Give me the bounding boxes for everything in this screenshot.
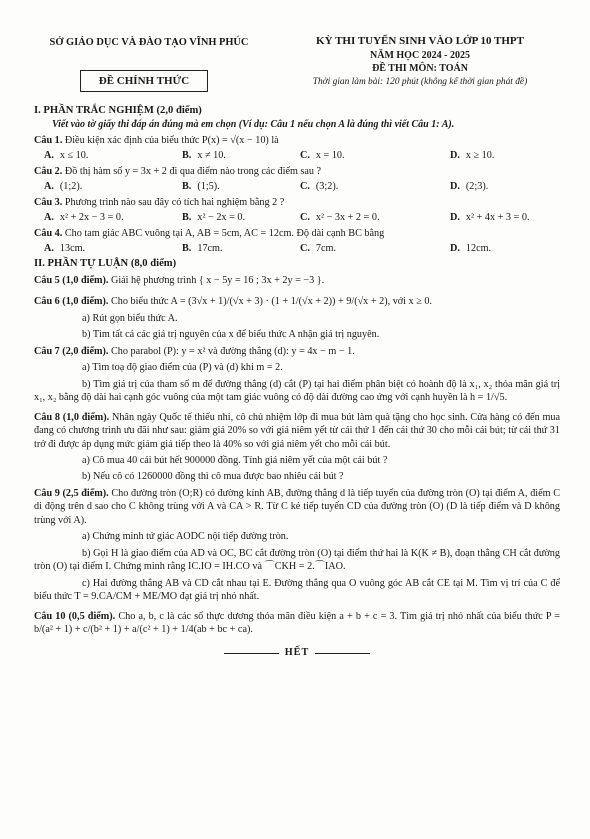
- option-text: x² + 2x − 3 = 0.: [59, 211, 124, 223]
- option-text: x ≥ 10.: [465, 149, 495, 161]
- question-7-part-b: b) Tìm giá trị của tham số m để đường thẳng (d) cắt (P) tại hai điểm phân biệt có hoành độ là x₁, x₂ thỏa mãn giá trị x₁, x₂ bằng độ dài hai cạnh góc vuông của một tam giác vuông có độ dài đường cao ứng với cạnh huyền là h = 1/√5.: [34, 378, 560, 404]
- department-name: SỞ GIÁO DỤC VÀ ĐÀO TẠO VĨNH PHÚC: [49, 37, 249, 48]
- end-line-left: [224, 653, 279, 654]
- option-text: (1;2).: [59, 180, 83, 192]
- option-text: 7cm.: [315, 242, 336, 254]
- option-letter: B.: [182, 149, 192, 161]
- option-text: x² − 3x + 2 = 0.: [315, 211, 380, 223]
- option-text: x² + 4x + 3 = 0.: [465, 211, 530, 223]
- question-10: [34, 610, 560, 637]
- option-letter: D.: [450, 149, 460, 161]
- option-a: [44, 211, 182, 224]
- question-label: Câu 7 (2,0 điểm).: [34, 345, 109, 357]
- option-b: [182, 149, 300, 162]
- question-text: Nhân ngày Quốc tế thiếu nhi, cô chủ nhiệm lớp đi mua bút làm quà tặng cho học sinh. Cửa hàng có đến mua đang có chương trình ưu đãi như sau: giảm giá 20% so với giá niêm yết từ cái thứ 1 đến cái thứ 30 cho mỗi cái bút; từ cái thứ 31 trở đi được áp dụng mức giảm giá tiếp theo là 40% so với giá niêm yết cho mỗi cái bút.: [34, 411, 560, 450]
- question-9-part-c: c) Hai đường thẳng AB và CD cắt nhau tại E. Đường thẳng qua O vuông góc AB cắt CE tại M. Tìm vị trí của C để biểu thức T = 9.CA/CM + ME/MO đạt giá trị nhỏ nhất.: [34, 577, 560, 603]
- option-text: x = 10.: [315, 149, 345, 161]
- mcq-question-1: [34, 134, 560, 147]
- header-right: [280, 34, 560, 92]
- option-c: [300, 242, 450, 255]
- option-d: [450, 180, 560, 193]
- multiple-choice-list: [34, 134, 560, 255]
- option-letter: A.: [44, 211, 54, 223]
- option-letter: D.: [450, 211, 460, 223]
- question-label: Câu 3.: [34, 197, 63, 209]
- option-a: [44, 242, 182, 255]
- part2-title: II. PHẦN TỰ LUẬN (8,0 điểm): [34, 258, 177, 270]
- question-label: Câu 9 (2,5 điểm).: [34, 487, 109, 499]
- question-label: Câu 2.: [34, 166, 63, 178]
- school-year: NĂM HỌC 2024 - 2025: [370, 49, 470, 61]
- option-text: x² − 2x = 0.: [197, 211, 245, 223]
- option-c: [300, 180, 450, 193]
- option-text: 12cm.: [465, 242, 492, 254]
- question-label: Câu 6 (1,0 điểm).: [34, 296, 109, 308]
- question-7: [34, 345, 560, 358]
- mcq-question-3: [34, 196, 560, 209]
- question-label: Câu 8 (1,0 điểm).: [34, 411, 110, 423]
- question-label: Câu 5 (1,0 điểm).: [34, 275, 109, 286]
- question-text: Giải hệ phương trình { x − 5y = 16 ; 3x + 2y = −3 }.: [110, 275, 325, 286]
- option-b: [182, 242, 300, 255]
- option-c: [300, 211, 450, 224]
- option-text: (3;2).: [315, 180, 339, 192]
- end-text: HẾT: [284, 647, 310, 659]
- option-text: 13cm.: [59, 242, 86, 254]
- option-letter: B.: [182, 180, 192, 192]
- exam-subject: ĐỀ THI MÔN: TOÁN: [372, 62, 468, 74]
- question-label: Câu 4.: [34, 228, 63, 240]
- time-note: Thời gian làm bài: 120 phút (không kể thời gian phát đề): [312, 76, 528, 87]
- option-letter: D.: [450, 242, 460, 254]
- end-line-right: [315, 653, 370, 654]
- mcq-options: [34, 180, 560, 193]
- option-text: (1;5).: [197, 180, 220, 192]
- option-letter: C.: [300, 180, 310, 192]
- question-text: Đồ thị hàm số y = 3x + 2 đi qua điểm nào trong các điểm sau ?: [64, 166, 322, 178]
- question-6: [34, 295, 560, 308]
- question-text: Cho biểu thức A = (3√x + 1)/(√x + 3) · (1 + 1/(√x + 2)) + 9/(√x + 2), với x ≥ 0.: [110, 296, 432, 308]
- question-8-part-b: b) Nếu cô có 1260000 đồng thì cô mua được bao nhiêu cái bút ?: [82, 471, 344, 483]
- question-9-part-a: a) Chứng minh tứ giác AODC nội tiếp đường tròn.: [82, 531, 289, 543]
- option-letter: B.: [182, 242, 192, 254]
- option-text: (2;3).: [465, 180, 489, 192]
- option-d: [450, 149, 560, 162]
- question-6-part-b: b) Tìm tất cả các giá trị nguyên của x để biểu thức A nhận giá trị nguyên.: [82, 329, 380, 341]
- header-left: [34, 34, 264, 92]
- option-d: [450, 211, 560, 224]
- official-label: ĐỀ CHÍNH THỨC: [80, 70, 208, 93]
- mcq-question-4: [34, 227, 560, 240]
- question-8-part-a: a) Cô mua 40 cái bút hết 900000 đồng. Tính giá niêm yết của một cái bút ?: [82, 454, 388, 466]
- option-d: [450, 242, 560, 255]
- option-letter: A.: [44, 180, 54, 192]
- question-text: Phương trình nào sau đây có tích hai nghiệm bằng 2 ?: [64, 197, 285, 209]
- option-a: [44, 149, 182, 162]
- option-c: [300, 149, 450, 162]
- option-b: [182, 211, 300, 224]
- question-7-part-a: a) Tìm toạ độ giao điểm của (P) và (d) khi m = 2.: [82, 362, 283, 374]
- option-letter: B.: [182, 211, 192, 223]
- question-6-part-a: a) Rút gọn biểu thức A.: [82, 312, 178, 324]
- option-b: [182, 180, 300, 193]
- mcq-options: [34, 211, 560, 224]
- part1-instruction: Viết vào tờ giấy thi đáp án đúng mà em chọn (Ví dụ: Câu 1 nếu chọn A là đúng thì viết Câu 1: A).: [52, 119, 455, 131]
- option-letter: D.: [450, 180, 460, 192]
- question-label: Câu 1.: [34, 135, 63, 147]
- question-text: Cho a, b, c là các số thực dương thỏa mãn điều kiện a + b + c = 3. Tìm giá trị nhỏ nhất của biểu thức P = b/(a² + 1) + c/(b² + 1) + a/(c² + 1) + 1/4(ab + bc + ca).: [34, 610, 561, 635]
- option-text: 17cm.: [197, 242, 223, 254]
- option-letter: C.: [300, 242, 310, 254]
- exam-title: KỲ THI TUYỂN SINH VÀO LỚP 10 THPT: [316, 35, 524, 47]
- question-text: Cho parabol (P): y = x² và đường thẳng (d): y = 4x − m − 1.: [110, 345, 355, 357]
- option-letter: A.: [44, 149, 54, 161]
- end-marker: [34, 646, 560, 659]
- option-letter: A.: [44, 242, 54, 254]
- question-label: Câu 10 (0,5 điểm).: [34, 610, 116, 622]
- part1-title: I. PHẦN TRẮC NGHIỆM (2,0 điểm): [34, 105, 202, 117]
- option-a: [44, 180, 182, 193]
- option-letter: C.: [300, 211, 310, 223]
- mcq-question-2: [34, 165, 560, 178]
- question-text: Cho đường tròn (O;R) có đường kính AB, đường thẳng d là tiếp tuyến của đường tròn (O) tại điểm A, điểm C di động trên d sao cho C không trùng với A và CA > R. Từ C kẻ tiếp tuyến CD của đường tròn (O) (D là tiếp điểm và D không trùng với A).: [34, 487, 561, 526]
- question-9-part-b: b) Gọi H là giao điểm của AD và OC, BC cắt đường tròn (O) tại điểm thứ hai là K(K ≠ B), đoạn thẳng CH cắt đường tròn (O) tại điểm I. Chứng minh rằng IC.IO = IH.CO và ⌒CKH = 2.⌒IAO.: [34, 547, 560, 573]
- question-text: Điều kiện xác định của biểu thức P(x) = √(x − 10) là: [64, 135, 279, 147]
- question-text: Cho tam giác ABC vuông tại A, AB = 5cm, AC = 12cm. Độ dài cạnh BC bằng: [64, 228, 385, 240]
- question-8: [34, 411, 560, 451]
- mcq-options: [34, 149, 560, 162]
- mcq-options: [34, 242, 560, 255]
- option-text: x ≠ 10.: [197, 149, 226, 161]
- option-text: x ≤ 10.: [59, 149, 89, 161]
- exam-header: [34, 34, 560, 92]
- question-5: [34, 274, 560, 287]
- option-letter: C.: [300, 149, 310, 161]
- question-9: [34, 487, 560, 527]
